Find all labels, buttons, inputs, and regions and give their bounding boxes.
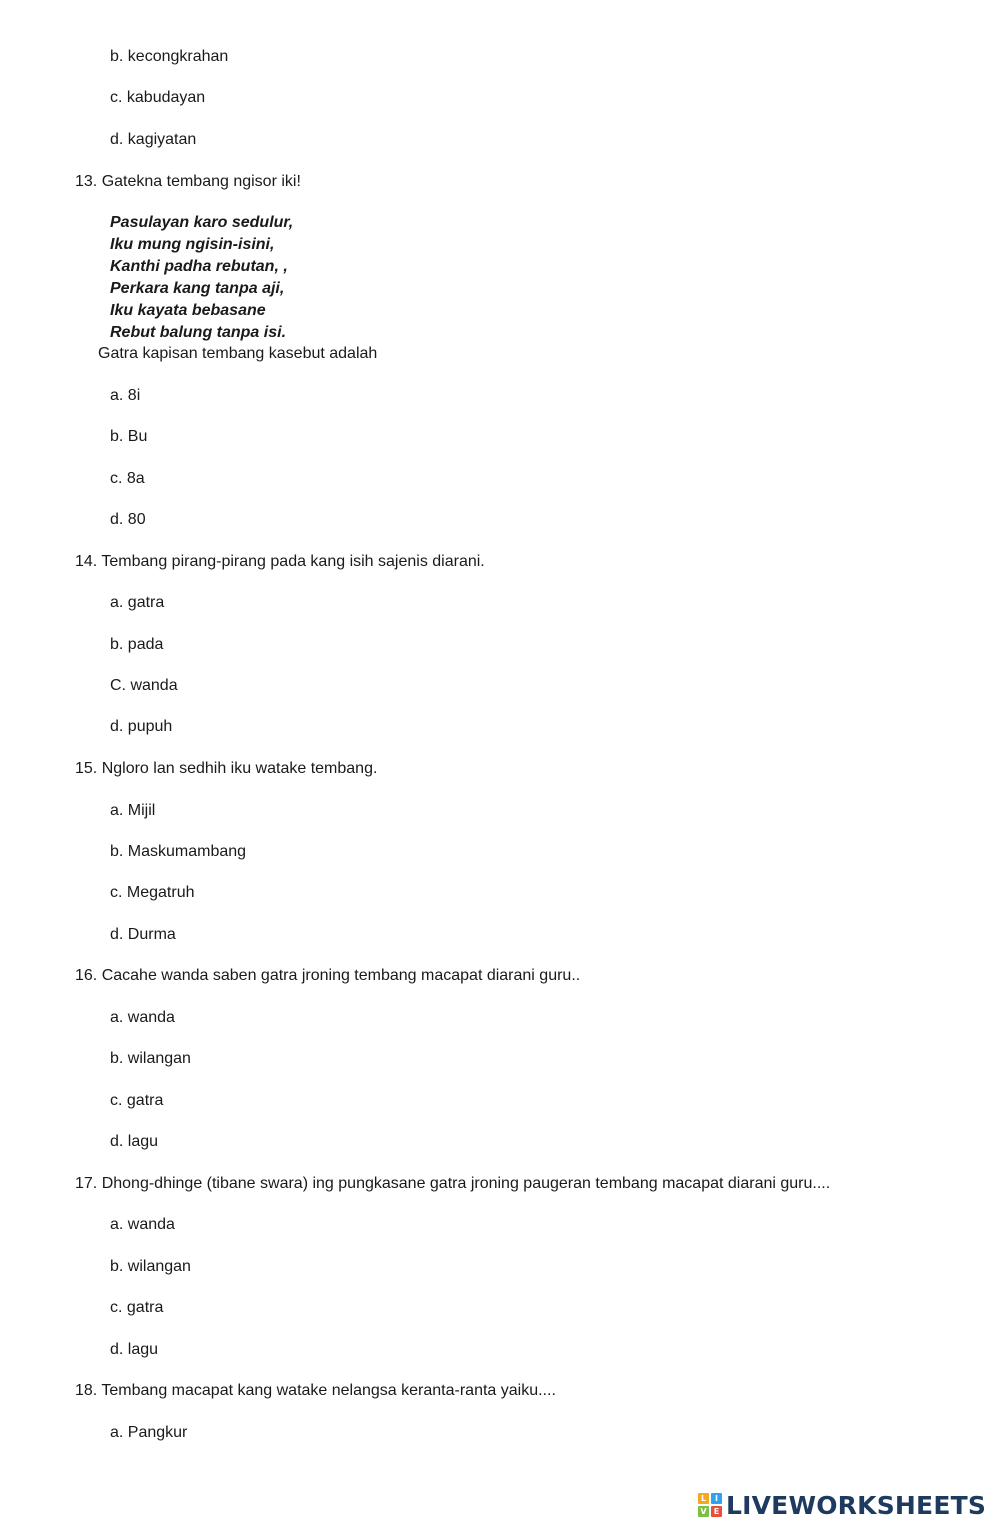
- liveworksheets-logo[interactable]: [698, 1490, 986, 1520]
- question-15: 15. Ngloro lan sedhih iku watake tembang.: [75, 760, 378, 777]
- question-13: 13. Gatekna tembang ngisor iki!: [75, 173, 301, 190]
- option-14-a[interactable]: a. gatra: [110, 594, 165, 611]
- poem-block: [110, 212, 293, 344]
- logo-mark-icon: [698, 1493, 722, 1517]
- option-16-b[interactable]: b. wilangan: [110, 1050, 191, 1067]
- option-16-c[interactable]: c. gatra: [110, 1092, 164, 1109]
- option-15-b[interactable]: b. Maskumambang: [110, 843, 247, 860]
- option-15-d[interactable]: d. Durma: [110, 926, 176, 943]
- question-18: 18. Tembang macapat kang watake nelangsa keranta-ranta yaiku....: [75, 1382, 556, 1399]
- poem-line: Perkara kang tanpa aji,: [110, 280, 285, 297]
- option-15-c[interactable]: c. Megatruh: [110, 884, 195, 901]
- option-14-c[interactable]: C. wanda: [110, 677, 178, 694]
- logo-square: E: [711, 1506, 722, 1517]
- question-13-subprompt: Gatra kapisan tembang kasebut adalah: [98, 345, 378, 362]
- option-17-c[interactable]: c. gatra: [110, 1299, 164, 1316]
- poem-line: Iku mung ngisin-isini,: [110, 236, 275, 253]
- option-prev-b[interactable]: b. kecongkrahan: [110, 48, 229, 65]
- option-14-d[interactable]: d. pupuh: [110, 718, 173, 735]
- question-16: 16. Cacahe wanda saben gatra jroning tembang macapat diarani guru..: [75, 967, 581, 984]
- option-13-b[interactable]: b. Bu: [110, 428, 148, 445]
- option-16-d[interactable]: d. lagu: [110, 1133, 159, 1150]
- poem-line: Pasulayan karo sedulur,: [110, 214, 294, 231]
- option-17-a[interactable]: a. wanda: [110, 1216, 175, 1233]
- option-13-c[interactable]: c. 8a: [110, 470, 145, 487]
- option-18-a[interactable]: a. Pangkur: [110, 1424, 188, 1441]
- poem-line: Kanthi padha rebutan, ,: [110, 258, 288, 275]
- poem-line: Rebut balung tanpa isi.: [110, 324, 287, 341]
- option-14-b[interactable]: b. pada: [110, 636, 164, 653]
- option-17-d[interactable]: d. lagu: [110, 1341, 159, 1358]
- option-13-a[interactable]: a. 8i: [110, 387, 141, 404]
- option-prev-d[interactable]: d. kagiyatan: [110, 131, 197, 148]
- option-prev-c[interactable]: c. kabudayan: [110, 89, 206, 106]
- option-15-a[interactable]: a. Mijil: [110, 802, 156, 819]
- logo-text: LIVEWORKSHEETS: [726, 1490, 987, 1520]
- option-16-a[interactable]: a. wanda: [110, 1009, 175, 1026]
- logo-square: V: [698, 1506, 709, 1517]
- option-13-d[interactable]: d. 80: [110, 511, 146, 528]
- question-17: 17. Dhong-dhinge (tibane swara) ing pungkasane gatra jroning paugeran tembang macapat diarani guru....: [75, 1175, 831, 1192]
- logo-square: I: [711, 1493, 722, 1504]
- option-17-b[interactable]: b. wilangan: [110, 1258, 191, 1275]
- logo-square: L: [698, 1493, 709, 1504]
- question-14: 14. Tembang pirang-pirang pada kang isih sajenis diarani.: [75, 553, 485, 570]
- poem-line: Iku kayata bebasane: [110, 302, 266, 319]
